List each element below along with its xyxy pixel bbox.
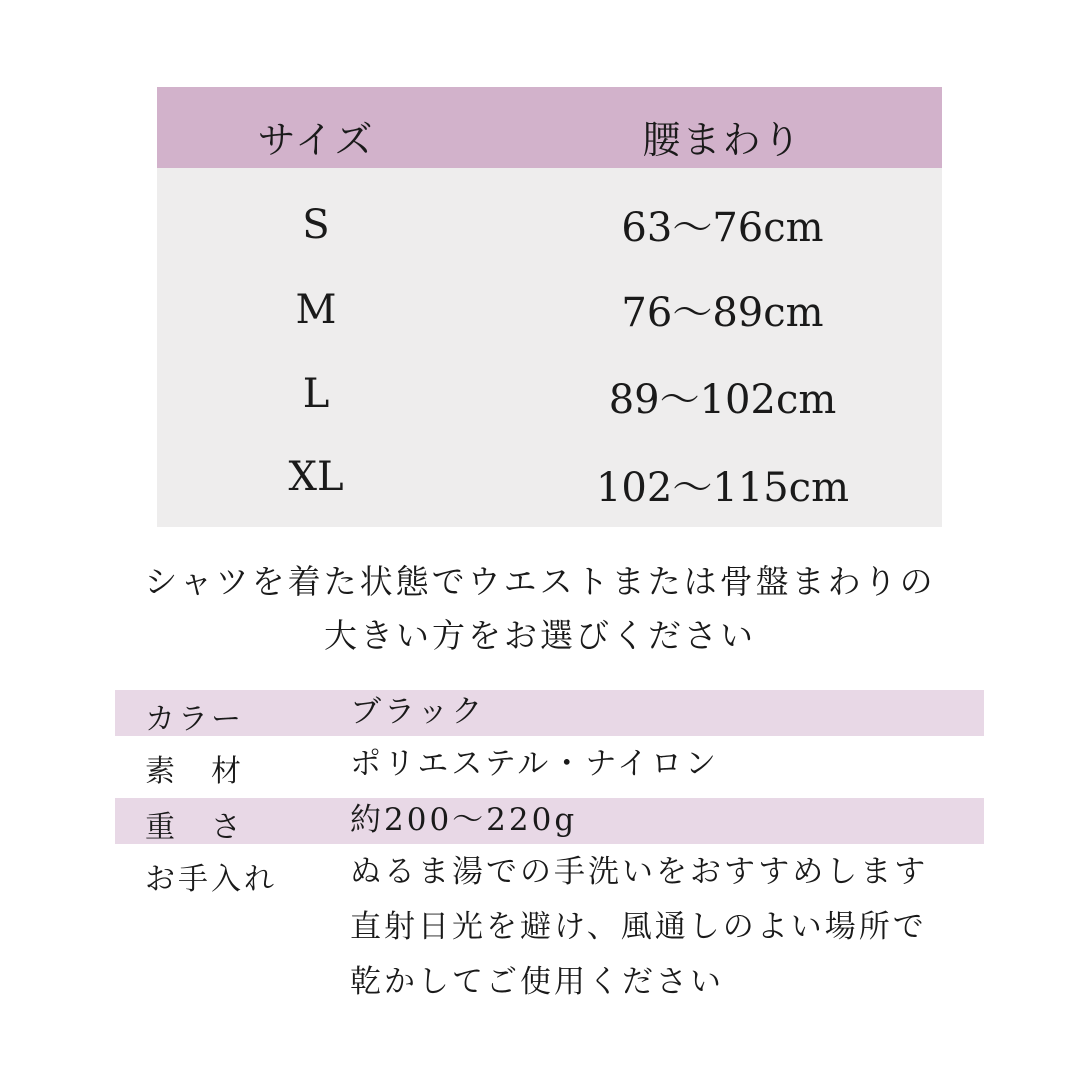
size-cell-l: L — [302, 371, 330, 417]
waist-cell-l: 89〜102cm — [608, 377, 837, 423]
waist-column-header: 腰まわり — [642, 118, 803, 162]
size-cell-xl: XL — [288, 454, 344, 500]
size-cell-s: S — [302, 202, 330, 248]
waist-cell-m: 76〜89cm — [621, 290, 824, 336]
waist-cell-xl: 102〜115cm — [595, 465, 850, 511]
size-column-header: サイズ — [257, 118, 375, 162]
spec-row-material — [115, 736, 984, 798]
waist-cell-s: 63〜76cm — [621, 205, 824, 251]
spec-value-material: ポリエステル・ナイロン — [350, 746, 720, 782]
size-table — [157, 87, 942, 527]
spec-label-color: カラー — [145, 702, 244, 737]
size-note-line-2: 大きい方をお選びください — [324, 616, 756, 655]
spec-row-color — [115, 690, 984, 736]
spec-value-care-1: ぬるま湯での手洗いをおすすめします — [350, 854, 929, 890]
size-note-line-1: シャツを着た状態でウエストまたは骨盤まわりの — [144, 562, 936, 601]
spec-value-care-3: 乾かしてご使用ください — [350, 964, 724, 1000]
size-table-header — [157, 87, 942, 168]
spec-row-care — [115, 844, 984, 1014]
spec-label-weight: 重 さ — [145, 810, 244, 845]
spec-value-care-2: 直射日光を避け、風通しのよい場所で — [350, 909, 927, 945]
spec-row-weight — [115, 798, 984, 844]
size-cell-m: M — [295, 287, 337, 333]
spec-label-care: お手入れ — [145, 862, 277, 897]
spec-label-material: 素 材 — [145, 754, 244, 789]
spec-value-weight: 約200〜220g — [350, 802, 578, 838]
size-table-body — [157, 168, 942, 527]
spec-table — [115, 690, 984, 1014]
spec-value-color: ブラック — [350, 694, 486, 730]
